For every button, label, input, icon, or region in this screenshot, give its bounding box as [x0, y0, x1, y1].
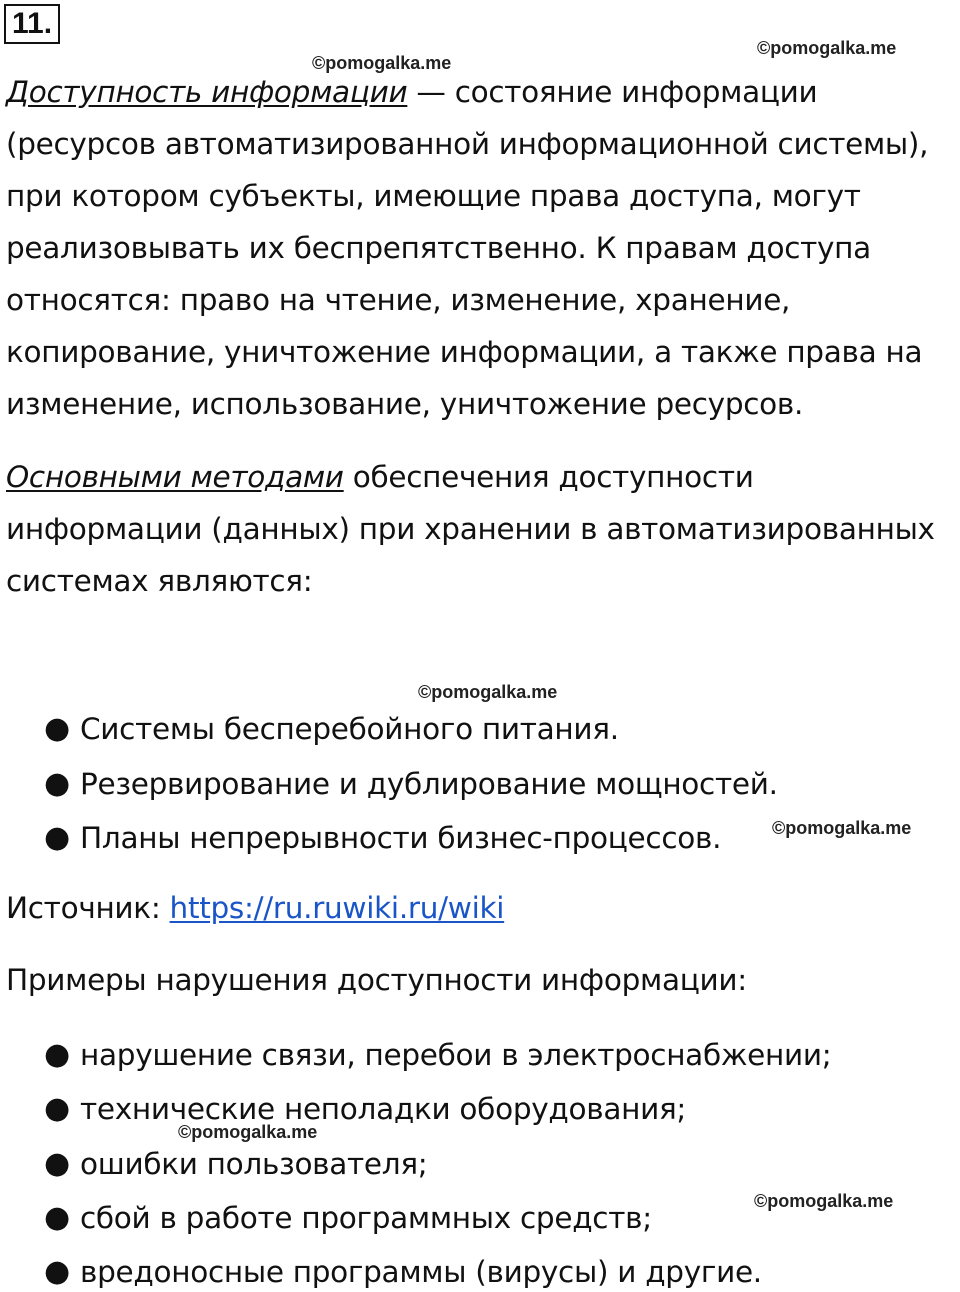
watermark: ©pomogalka.me — [772, 818, 912, 838]
methods-term: Основными методами — [6, 460, 344, 494]
list-item: технические неполадки оборудования; — [80, 1092, 687, 1126]
bullet-icon: ● — [44, 1091, 71, 1126]
list-item: сбой в работе программных средств; — [80, 1201, 652, 1235]
watermark: ©pomogalka.me — [754, 1191, 894, 1211]
definition-line: (ресурсов автоматизированной информационной системы), — [6, 127, 929, 161]
definition-line: относятся: право на чтение, изменение, хранение, — [6, 283, 791, 317]
definition-line: копирование, уничтожение информации, а также права на — [6, 335, 923, 369]
bullet-icon: ● — [44, 766, 71, 801]
bullet-icon: ● — [44, 820, 71, 855]
list-item: Системы бесперебойного питания. — [80, 712, 619, 746]
watermark: ©pomogalka.me — [757, 38, 897, 58]
list-item: ошибки пользователя; — [80, 1147, 428, 1181]
examples-heading: Примеры нарушения доступности информации: — [6, 963, 747, 997]
source-line — [6, 888, 504, 928]
bullet-icon: ● — [44, 1254, 71, 1289]
bullet-icon: ● — [44, 1146, 71, 1181]
list-item: нарушение связи, перебои в электроснабжении; — [80, 1038, 832, 1072]
definition-line: Доступность информации — состояние информации — [6, 75, 818, 109]
source-link[interactable]: https://ru.ruwiki.ru/wiki — [169, 891, 505, 925]
bullet-icon: ● — [44, 1037, 71, 1072]
bullet-icon: ● — [44, 711, 71, 746]
watermark: ©pomogalka.me — [312, 53, 452, 73]
methods-line: Основными методами обеспечения доступности — [6, 460, 754, 494]
task-number: 11. — [4, 4, 60, 44]
bullet-icon: ● — [44, 1200, 71, 1235]
definition-term: Доступность информации — [6, 75, 408, 109]
watermark: ©pomogalka.me — [418, 682, 558, 702]
list-item: вредоносные программы (вирусы) и другие. — [80, 1255, 762, 1289]
source-label: Источник: — [6, 891, 170, 925]
definition-line: реализовывать их беспрепятственно. К правам доступа — [6, 231, 871, 265]
list-item: Резервирование и дублирование мощностей. — [80, 767, 778, 801]
definition-line: изменение, использование, уничтожение ресурсов. — [6, 387, 804, 421]
watermark: ©pomogalka.me — [178, 1122, 318, 1142]
methods-line: системах являются: — [6, 564, 313, 598]
list-item: Планы непрерывности бизнес-процессов. — [80, 821, 722, 855]
methods-line: информации (данных) при хранении в автоматизированных — [6, 512, 935, 546]
definition-line: при котором субъекты, имеющие права доступа, могут — [6, 179, 861, 213]
